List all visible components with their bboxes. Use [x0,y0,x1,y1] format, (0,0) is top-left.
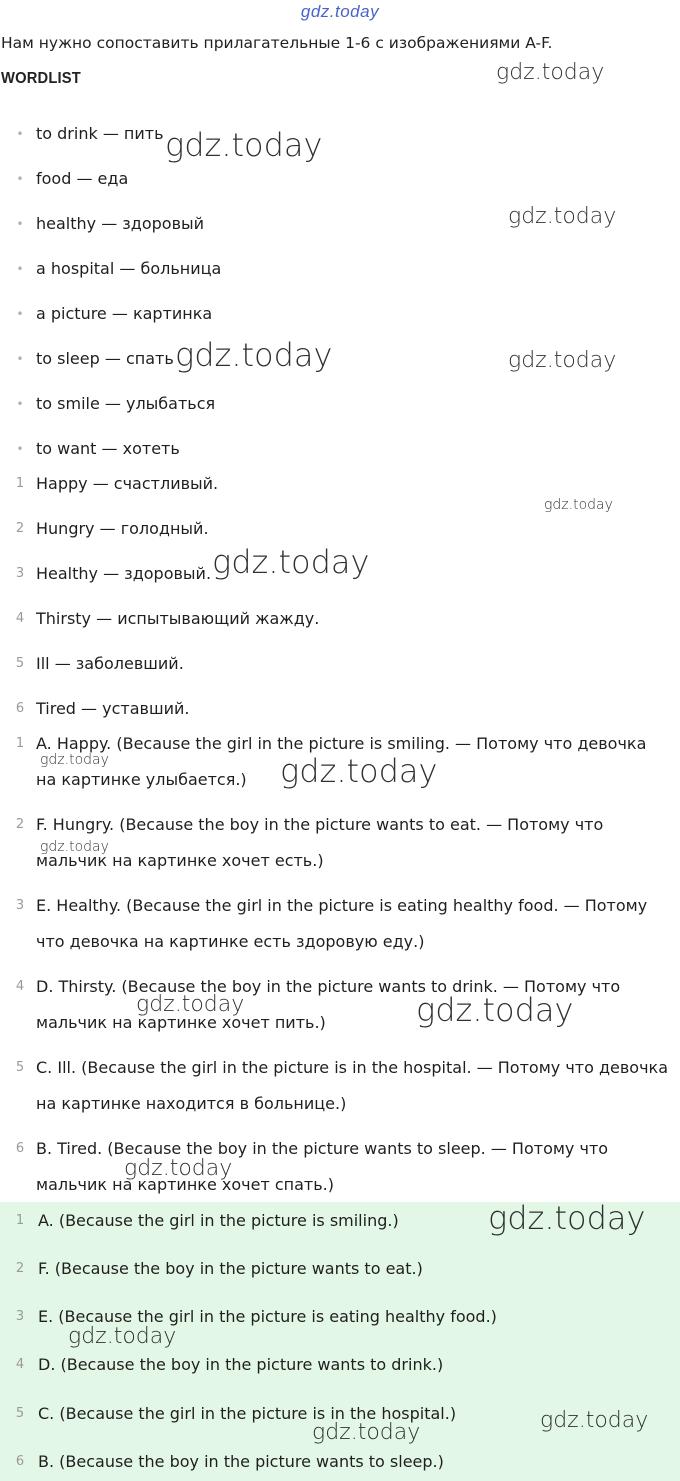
watermark: gdz.today [416,991,574,1029]
watermark: gdz.today [540,1408,649,1433]
bullet-icon: • [16,352,24,366]
watermark: gdz.today [40,839,109,855]
bullet-icon: • [16,442,24,456]
watermark: gdz.today [124,1156,233,1181]
watermark: gdz.today [508,348,617,373]
bullet-icon: • [16,217,24,231]
bullet-icon: • [16,307,24,321]
watermark: gdz.today [165,126,323,164]
bullet-icon: • [16,172,24,186]
watermark: gdz.today [40,752,109,768]
watermark: gdz.today [544,497,613,513]
watermark: gdz.today [508,204,617,229]
watermark: gdz.today [280,752,438,790]
watermark: gdz.today [136,992,245,1017]
watermark: gdz.today [312,1420,421,1445]
bullet-icon: • [16,262,24,276]
watermark: gdz.today [212,543,370,581]
bullet-icon: • [16,127,24,141]
bullet-icon: • [16,397,24,411]
task-intro: Нам нужно сопоставить прилагательные 1-6 с изображениями A-F. [1,34,553,52]
watermark: gdz.today [175,336,333,374]
wordlist-heading: WORDLIST [1,70,81,87]
watermark: gdz.today [496,60,605,85]
watermark: gdz.today [68,1324,177,1349]
site-logo[interactable]: gdz.today [300,2,380,21]
watermark: gdz.today [488,1199,646,1237]
